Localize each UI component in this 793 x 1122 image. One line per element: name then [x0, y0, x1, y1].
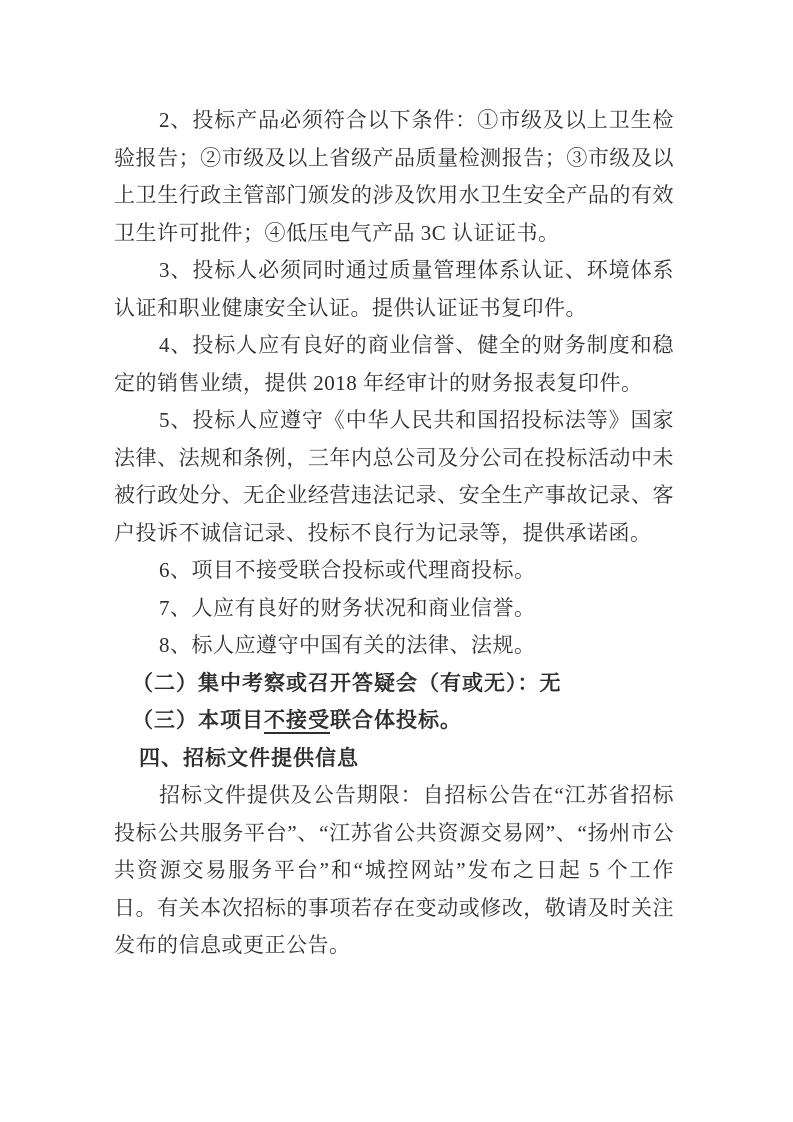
clause-item-7: 7、人应有良好的财务状况和商业信誉。: [159, 595, 536, 620]
clause-item-6: 6、项目不接受联合投标或代理商投标。: [159, 558, 536, 582]
clause-item-2: 2、投标产品必须符合以下条件：①市级及以上卫生检验报告；②市级及以上省级产品质量检测报告；③市级及以上卫生行政主管部门颁发的涉及饮用水卫生安全产品的有效卫生许可批件；④低压电气产品 3C 认证证书。: [114, 108, 674, 245]
subsection-heading-2: （二）集中考察或召开答疑会（有或无）：无: [132, 670, 562, 695]
subsection-3-prefix: （三）本项目: [132, 708, 264, 732]
clause-item-5: 5、投标人应遵守《中华人民共和国招投标法等》国家法律、法规和条例，三年内总公司及分公司在投标活动中未被行政处分、无企业经营违法记录、安全生产事故记录、客户投诉不诚信记录、投标不良行为记录等，提供承诺函。: [114, 408, 674, 545]
clause-item-4: 4、投标人应有良好的商业信誉、健全的财务制度和稳定的销售业绩，提供 2018 年经审计的财务报表复印件。: [114, 333, 674, 395]
subsection-3-underlined-text: 不接受: [264, 708, 330, 732]
clause-item-3: 3、投标人必须同时通过质量管理体系认证、环境体系认证和职业健康安全认证。提供认证证书复印件。: [114, 258, 674, 320]
subsection-3-suffix: 联合体投标。: [330, 708, 462, 732]
subsection-heading-3: [114, 702, 674, 740]
clause-item-8: 8、标人应遵守中国有关的法律、法规。: [159, 633, 536, 657]
section-heading-4: 四、招标文件提供信息: [139, 746, 359, 770]
tender-document-info-paragraph: 招标文件提供及公告期限：自招标公告在“江苏省招标投标公共服务平台”、“江苏省公共资源交易网”、“扬州市公共资源交易服务平台”和“城控网站”发布之日起 5 个工作日。有关本次招标的事项若存在变动或修改，敬请及时关注发布的信息或更正公告。: [114, 783, 674, 957]
